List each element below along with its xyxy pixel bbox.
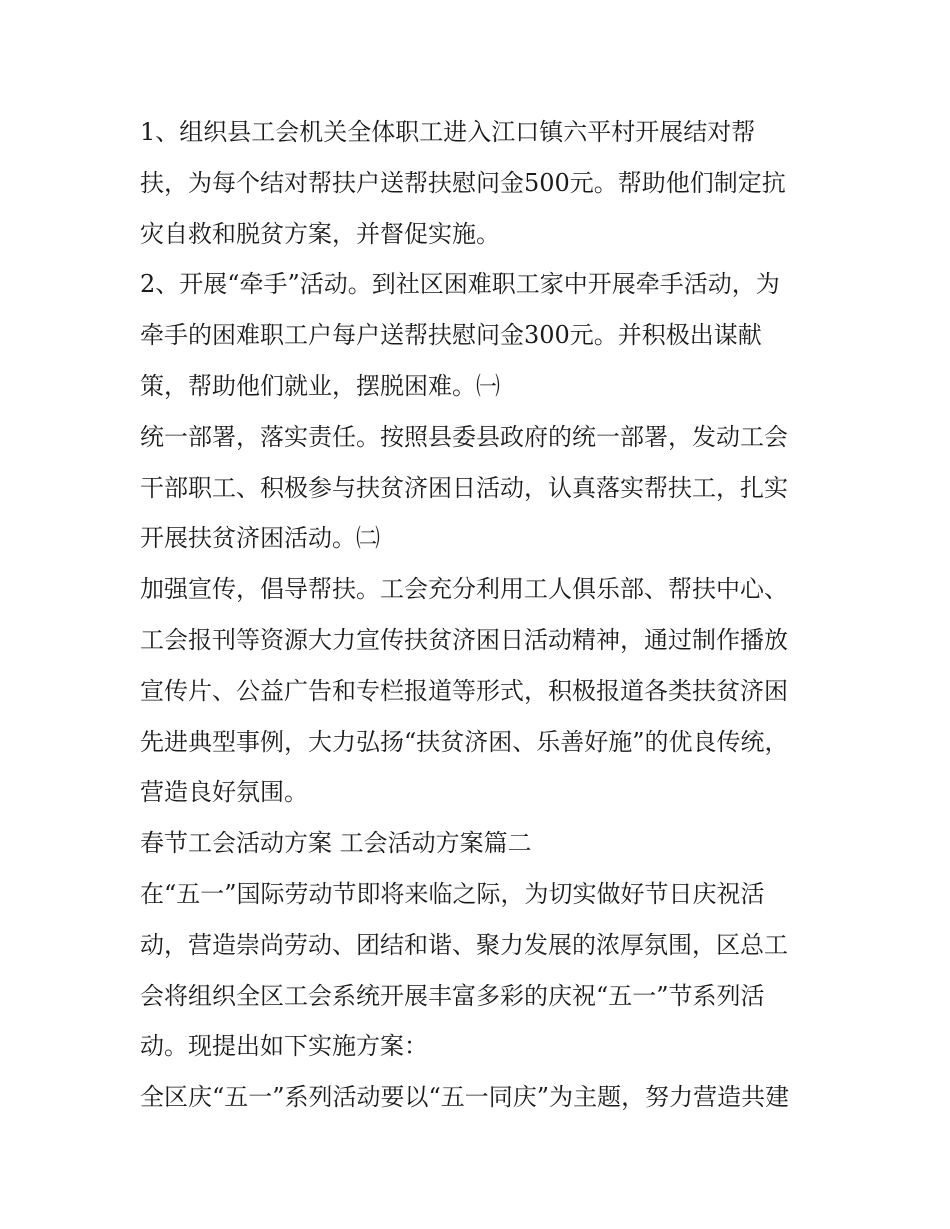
text-line: 干部职工、积极参与扶贫济困日活动，认真落实帮扶工，扎实 — [140, 473, 788, 502]
text-line: 统一部署，落实责任。按照县委县政府的统一部署，发动工会 — [140, 422, 788, 451]
text-line: 牵手的困难职工户每户送帮扶慰问金300元。并积极出谋献 — [140, 321, 762, 350]
text-line: 开展扶贫济困活动。㈡ — [140, 524, 380, 553]
text-line: 宣传片、公益广告和专栏报道等形式，积极报道各类扶贫济困 — [140, 676, 788, 705]
text-line: 扶，为每个结对帮扶户送帮扶慰问金500元。帮助他们制定抗 — [140, 168, 786, 197]
text-line: 全区庆“五一”系列活动要以“五一同庆”为主题，努力营造共建 — [140, 1083, 790, 1112]
text-line: 2、开展“牵手”活动。到社区困难职工家中开展牵手活动，为 — [140, 270, 780, 299]
text-line: 1、组织县工会机关全体职工进入江口镇六平村开展结对帮 — [140, 118, 756, 146]
text-line: 动。现提出如下实施方案： — [140, 1032, 428, 1061]
section-heading: 春节工会活动方案 工会活动方案篇二 — [140, 829, 532, 858]
text-line: 策，帮助他们就业，摆脱困难。㈠ — [140, 371, 500, 400]
text-line: 会将组织全区工会系统开展丰富多彩的庆祝“五一”节系列活 — [140, 981, 765, 1010]
text-line: 工会报刊等资源大力宣传扶贫济困日活动精神，通过制作播放 — [140, 625, 788, 654]
text-line: 在“五一”国际劳动节即将来临之际，为切实做好节日庆祝活 — [140, 879, 765, 908]
document-body — [140, 107, 820, 1123]
text-line: 加强宣传，倡导帮扶。工会充分利用工人俱乐部、帮扶中心、 — [140, 575, 788, 604]
text-line: 先进典型事例，大力弘扬“扶贫济困、乐善好施”的优良传统， — [140, 727, 789, 756]
text-line: 动，营造崇尚劳动、团结和谐、聚力发展的浓厚氛围，区总工 — [140, 930, 788, 959]
text-line: 营造良好氛围。 — [140, 778, 308, 807]
text-line: 灾自救和脱贫方案，并督促实施。 — [140, 219, 500, 248]
